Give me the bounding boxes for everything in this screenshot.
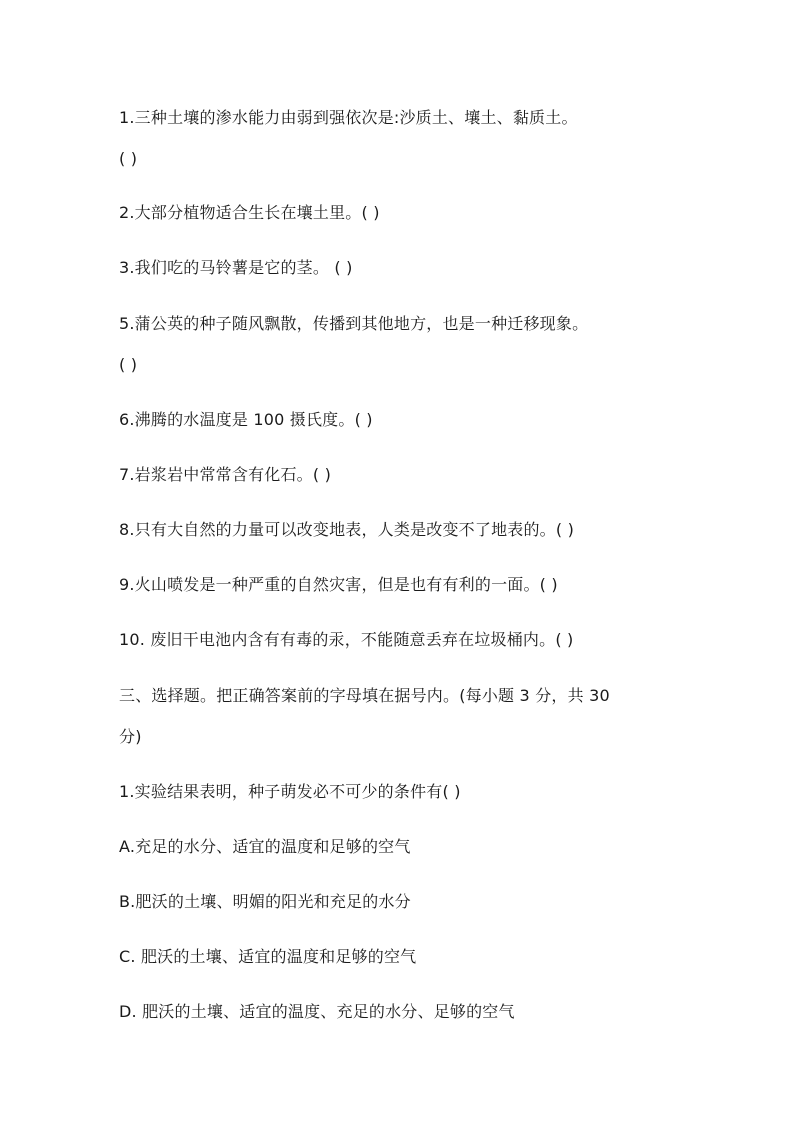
question-2-text: 2.大部分植物适合生长在壤土里。( ) (119, 203, 380, 222)
section-3-heading-cont: 分) (119, 727, 142, 746)
section-3-heading: 三、选择题。把正确答案前的字母填在据号内。(每小题 3 分，共 30 (119, 686, 610, 705)
choice-option-b: B.肥沃的土壤、明媚的阳光和充足的水分 (119, 892, 411, 911)
question-9-text: 9.火山喷发是一种严重的自然灾害，但是也有有利的一面。( ) (119, 575, 558, 594)
choice-question-1: 1.实验结果表明，种子萌发必不可少的条件有( ) (119, 782, 461, 801)
choice-option-a: A.充足的水分、适宜的温度和足够的空气 (119, 837, 411, 856)
question-10-text: 10. 废旧干电池内含有有毒的汞，不能随意丢弃在垃圾桶内。( ) (119, 630, 574, 649)
question-6-text: 6.沸腾的水温度是 100 摄氏度。( ) (119, 410, 373, 429)
question-5-bracket: ( ) (119, 355, 138, 374)
choice-option-d: D. 肥沃的土壤、适宜的温度、充足的水分、足够的空气 (119, 1002, 515, 1021)
question-8-text: 8.只有大自然的力量可以改变地表，人类是改变不了地表的。( ) (119, 520, 575, 539)
question-7-text: 7.岩浆岩中常常含有化石。( ) (119, 465, 332, 484)
choice-option-c: C. 肥沃的土壤、适宜的温度和足够的空气 (119, 947, 417, 966)
question-1-text: 1.三种土壤的渗水能力由弱到强依次是:沙质土、壤土、黏质土。 (119, 108, 578, 127)
question-3-text: 3.我们吃的马铃薯是它的茎。 ( ) (119, 258, 353, 277)
question-5-text: 5.蒲公英的种子随风飘散，传播到其他地方，也是一种迁移现象。 (119, 314, 589, 333)
question-1-bracket: ( ) (119, 149, 138, 168)
